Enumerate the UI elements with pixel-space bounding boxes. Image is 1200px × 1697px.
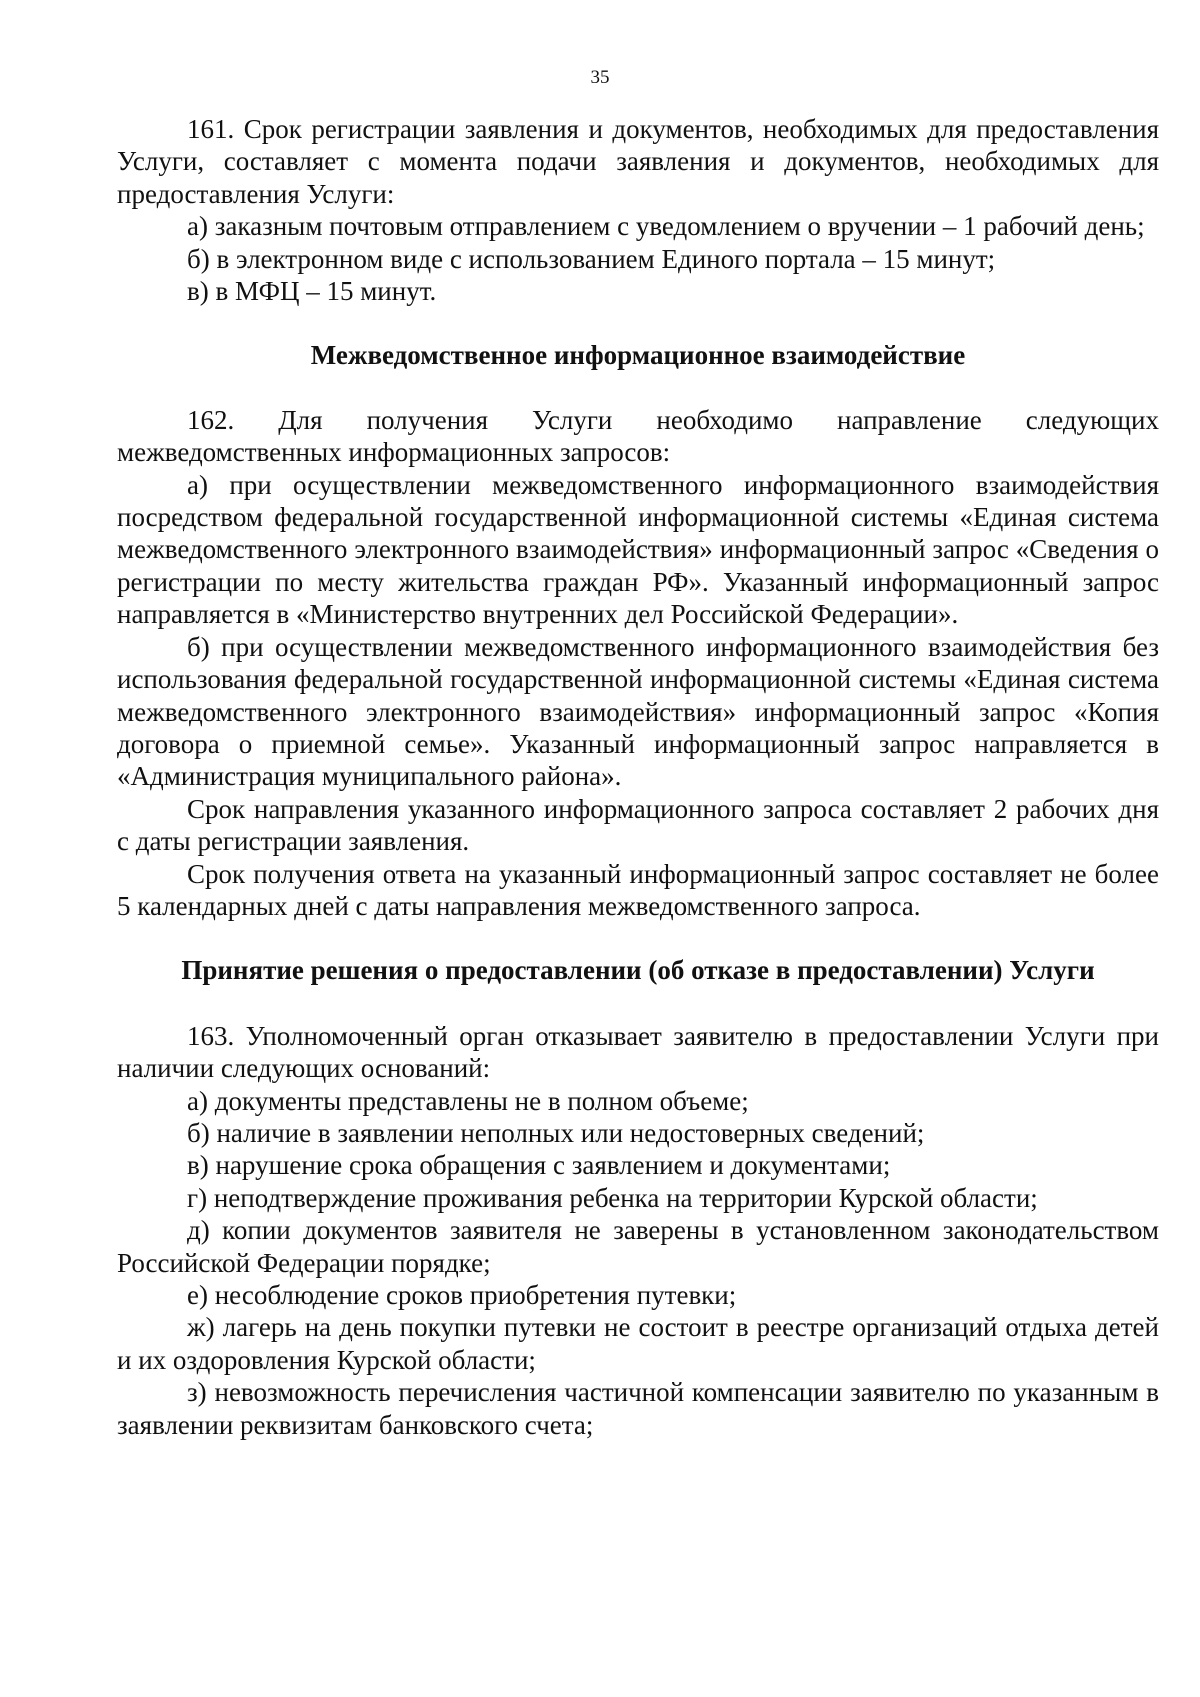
list-item-162-a: а) при осуществлении межведомственного информационного взаимодействия посредством федеральной государственной информационной системы «Единая система межведомственного электронного взаимодействия» информационный запрос «Сведения о регистрации по месту жительства граждан РФ». Указанный информационный запрос направляется в «Министерство внутренних дел Российской Федерации». xyxy=(117,469,1159,630)
list-item-162-b: б) при осуществлении межведомственного информационного взаимодействия без использования федеральной государственной информационной системы «Единая система межведомственного электронного взаимодействия» информационный запрос «Копия договора о приемной семье». Указанный информационный запрос направляется в «Администрация муниципального района». xyxy=(117,631,1159,792)
list-item-161-b: б) в электронном виде с использованием Единого портала – 15 минут; xyxy=(187,243,996,274)
paragraph-163-intro: 163. Уполномоченный орган отказывает заявителю в предоставлении Услуги при наличии следующих оснований: xyxy=(117,1020,1159,1084)
list-item-163-z: з) невозможность перечисления частичной компенсации заявителю по указанным в заявлении реквизитам банковского счета; xyxy=(117,1377,1159,1440)
section-heading-decision: Принятие решения о предоставлении (об отказе в предоставлении) Услуги xyxy=(181,955,1095,986)
list-item-163-v: в) нарушение срока обращения с заявлением и документами; xyxy=(187,1150,891,1181)
section-161 xyxy=(117,113,1159,307)
section-162 xyxy=(117,404,1159,923)
section-heading-interagency: Межведомственное информационное взаимодействие xyxy=(310,340,966,371)
list-item-163-b: б) наличие в заявлении неполных или недостоверных сведений; xyxy=(187,1117,925,1148)
list-item-161-a: а) заказным почтовым отправлением с уведомлением о вручении – 1 рабочий день; xyxy=(187,211,1145,242)
paragraph-162-send-term: Срок направления указанного информационного запроса составляет 2 рабочих дня с даты регистрации заявления. xyxy=(117,793,1159,857)
list-item-163-zh: ж) лагерь на день покупки путевки не состоит в реестре организаций отдыха детей и их оздоровления Курской области; xyxy=(117,1312,1159,1375)
paragraph-161-intro: 161. Срок регистрации заявления и документов, необходимых для предоставления Услуги, составляет с момента подачи заявления и документов, необходимых для предоставления Услуги: xyxy=(117,114,1159,209)
document-body xyxy=(117,113,1159,1441)
paragraph-162-response-term: Срок получения ответа на указанный информационный запрос составляет не более 5 календарных дней с даты направления межведомственного запроса. xyxy=(117,858,1159,921)
page-number: 35 xyxy=(590,67,610,88)
list-item-163-a: а) документы представлены не в полном объеме; xyxy=(187,1085,749,1116)
list-item-161-v: в) в МФЦ – 15 минут. xyxy=(187,276,437,307)
list-item-163-e: е) несоблюдение сроков приобретения путевки; xyxy=(187,1280,737,1310)
list-item-163-d: д) копии документов заявителя не заверены в установленном законодательством Российской Федерации порядке; xyxy=(117,1215,1159,1278)
list-item-163-g: г) неподтверждение проживания ребенка на территории Курской области; xyxy=(187,1182,1038,1213)
paragraph-162-intro: 162. Для получения Услуги необходимо направление следующих межведомственных информационных запросов: xyxy=(117,404,1159,468)
section-163 xyxy=(117,1020,1159,1441)
